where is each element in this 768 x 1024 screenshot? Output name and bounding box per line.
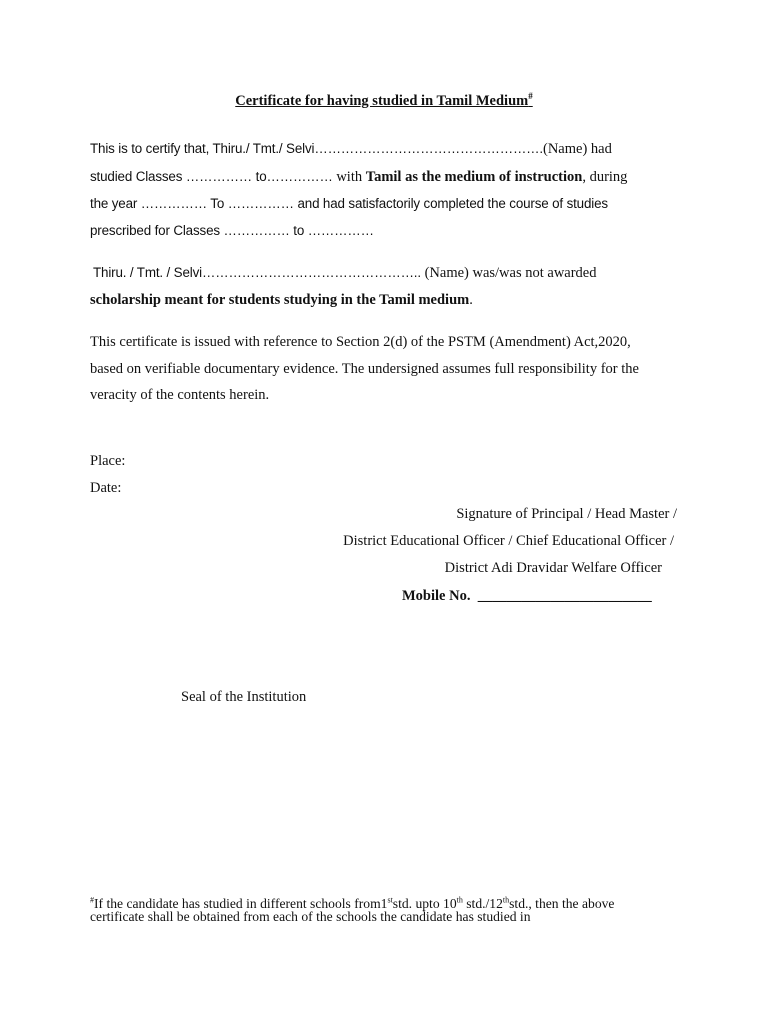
para1-line2-with: with xyxy=(332,169,366,185)
footnote-line2: certificate shall be obtained from each of the schools the candidate has studied in xyxy=(90,909,531,924)
tamil-medium-emphasis: Tamil as the medium of instruction xyxy=(365,169,583,185)
para2-line1 xyxy=(93,265,597,282)
para1-line1 xyxy=(90,141,612,158)
para2-line2-end: . xyxy=(469,292,473,308)
page-title xyxy=(0,93,768,110)
para2-line2 xyxy=(90,292,473,309)
footnote-sup-3: th xyxy=(502,895,510,905)
footnote xyxy=(90,897,614,923)
para1-line1-text: This is to certify that, Thiru./ Tmt./ Selvi……………………………………………. xyxy=(90,141,543,156)
para1-line4: prescribed for Classes …………… to …………… xyxy=(90,223,374,238)
footnote-sup-1: st xyxy=(387,895,393,905)
para3-line1: This certificate is issued with reference to Section 2(d) of the PSTM (Amendment) Act,2020, xyxy=(90,334,631,350)
footnote-text-4: std., then the above xyxy=(509,896,615,911)
para2-line1-end: (Name) was/was not awarded xyxy=(420,265,597,281)
signature-line1: Signature of Principal / Head Master / xyxy=(456,506,677,522)
footnote-sup-2: th xyxy=(456,895,463,905)
seal-label: Seal of the Institution xyxy=(181,689,307,705)
footnote-text-3: std./12 xyxy=(462,896,503,911)
signature-line3: District Adi Dravidar Welfare Officer xyxy=(444,560,662,576)
para2-line1-text: Thiru. / Tmt. / Selvi………………………………………….. xyxy=(93,265,421,280)
scholarship-emphasis: scholarship meant for students studying in the Tamil medium xyxy=(90,292,470,308)
footnote-mark: # xyxy=(90,895,94,905)
footnote-text-2: std. upto 10 xyxy=(392,896,457,911)
mobile-label: Mobile No. xyxy=(402,588,471,604)
place-label: Place: xyxy=(90,453,126,469)
mobile-number-field xyxy=(402,588,652,605)
para3-line2: based on verifiable documentary evidence. The undersigned assumes full responsibility for the xyxy=(90,361,639,377)
para1-line2-text: studied Classes …………… to…………… xyxy=(90,169,333,184)
name-label: (Name) had xyxy=(543,141,612,157)
signature-line2: District Educational Officer / Chief Educational Officer / xyxy=(343,533,674,549)
para1-line2-end: , during xyxy=(582,169,628,185)
date-label: Date: xyxy=(90,480,122,496)
title-footnote-mark: # xyxy=(528,91,533,102)
para1-line2 xyxy=(90,169,627,186)
mobile-blank: ________________________ xyxy=(477,588,652,604)
title-text: Certificate for having studied in Tamil Medium xyxy=(235,93,529,109)
footnote-text-1: If the candidate has studied in different schools from1 xyxy=(94,896,388,911)
para1-line3: the year …………… To …………… and had satisfactorily completed the course of studies xyxy=(90,196,608,211)
para3-line3: veracity of the contents herein. xyxy=(90,387,270,403)
